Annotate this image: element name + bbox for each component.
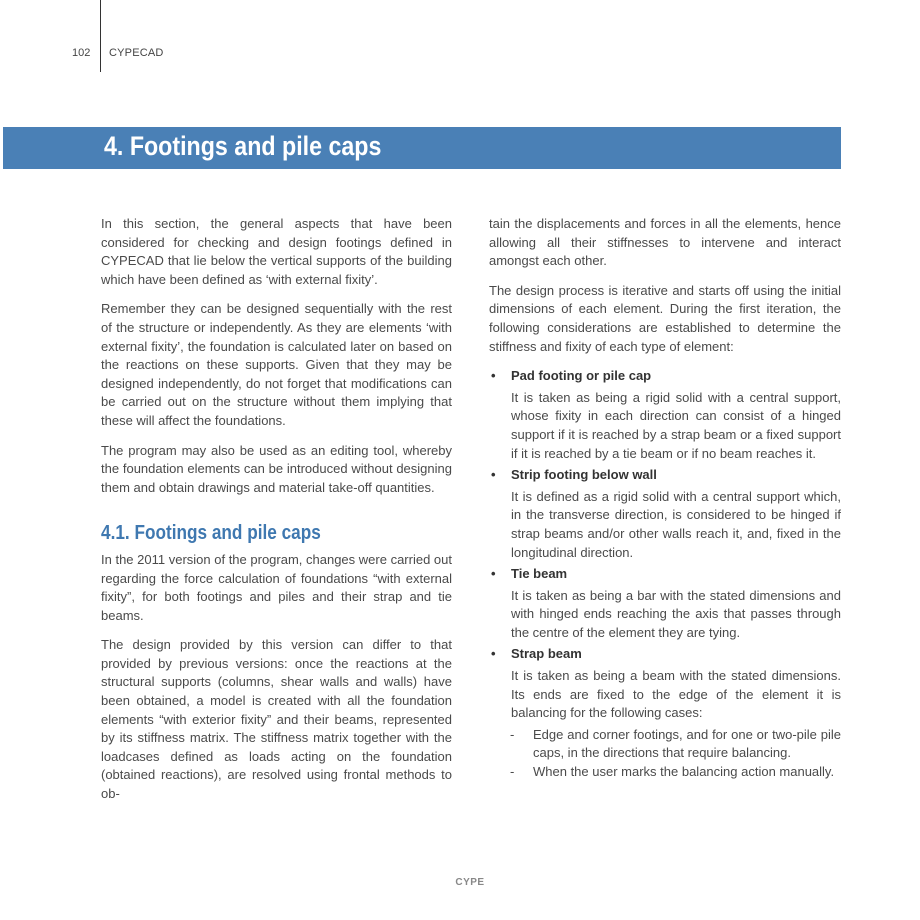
bullet-title: • Strap beam <box>489 645 841 664</box>
paragraph: tain the displacements and forces in all the elements, hence allowing all their stiffnesses to intervene and interact amongst each other. <box>489 216 841 269</box>
paragraph: In this section, the general aspects that have been considered for checking and design footings defined in CYPECAD that lie below the vertical supports of the building which have been defined as ‘with external fixity’. <box>101 216 452 287</box>
paragraph: The program may also be used as an editing tool, whereby the foundation elements can be introduced without designing them and obtain drawings and material take-off quantities. <box>101 442 452 495</box>
footer-brand: CYPE <box>455 877 485 888</box>
dash-marker: - <box>510 726 515 742</box>
dash-item <box>489 763 841 782</box>
paragraph: The design provided by this version can differ to that provided by previous versions: once the reactions at the structural supports (columns, shear walls and walls) have been obtained, a model is created with all the foundation elements “with exterior fixity” and their beams, represented by its stiffness matrix. The stiffness matrix together with the loadcases defined as loads acting on the foundation (obtained reactions), are resolved using frontal methods to ob- <box>101 637 452 802</box>
header-rule <box>100 0 101 72</box>
bullet-title: • Tie beam <box>489 565 841 584</box>
paragraph: Remember they can be designed sequentially with the rest of the structure or independently. As they are elements ‘with external fixity’, the foundation is calculated later on based on the reactions on these supports. Given that they may be designed independently, do not forget that modifications can be carried out on the structure without them implying that these will affect the foundations. <box>101 301 452 428</box>
paragraph: In the 2011 version of the program, changes were carried out regarding the force calculation of foundations “with external fixity”, for both footings and piles and their strap and tie beams. <box>101 551 452 623</box>
left-column <box>101 215 452 815</box>
bullet-title: • Strip footing below wall <box>489 466 841 485</box>
bullet-text: It is taken as being a beam with the stated dimensions. Its ends are fixed to the edge of the element it is balancing for the following cases: <box>511 668 841 721</box>
paragraph: The design process is iterative and starts off using the initial dimensions of each element. During the first iteration, the following considerations are established to determine the stiffness and fixity of each type of element: <box>489 282 841 354</box>
dash-item-text: Edge and corner footings, and for one or two-pile pile caps, in the directions that require balancing. <box>533 726 841 761</box>
bullet-title: • Pad footing or pile cap <box>489 367 841 386</box>
page-number: 102 <box>72 47 91 59</box>
dash-item <box>489 726 841 763</box>
bullet-text: It is defined as a rigid solid with a central support which, in the transverse direction, is considered to be hinged if strap beams and/or other walls reach it, and, fixed in the longitudinal direction. <box>511 488 841 560</box>
section-title: 4.1. Footings and pile caps <box>101 522 321 545</box>
dash-marker: - <box>510 764 515 780</box>
chapter-title: 4. Footings and pile caps <box>104 131 382 161</box>
chapter-banner <box>3 127 841 169</box>
bullet-text: It is taken as being a bar with the stated dimensions and with hinged ends reaching the axis that passes through the centre of the element they are tying. <box>511 587 841 640</box>
right-column <box>489 215 841 782</box>
running-head: CYPECAD <box>109 47 164 59</box>
bullet-text: It is taken as being a rigid solid with a central support, whose fixity in each direction can consist of a hinged support if it is reached by a strap beam or a fixed support if it is reached by a tie beam or if no beam reaches it. <box>511 389 841 461</box>
dash-item-text: When the user marks the balancing action manually. <box>533 764 835 780</box>
